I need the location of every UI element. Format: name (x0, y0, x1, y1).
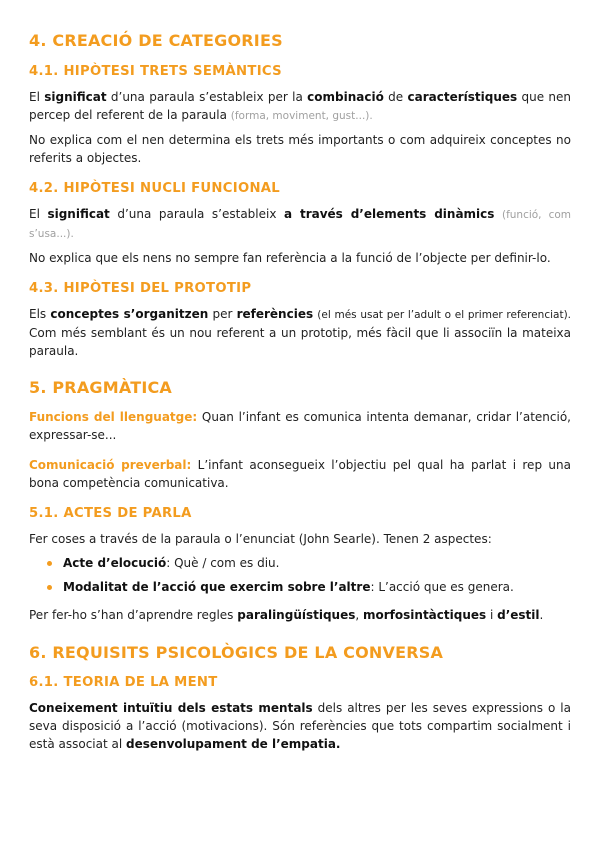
section-4-2-paragraph-2: No explica que els nens no sempre fan referència a la funció de l’objecte per definir-lo. (29, 251, 551, 265)
section-5-paragraph-2: Comunicació preverbal: L’infant aconsegueix l’objectiu pel qual ha parlat i rep una bona competència comunicativa. (29, 458, 571, 490)
section-6-title: 6. REQUISITS PSICOLÒGICS DE LA CONVERSA (29, 643, 444, 662)
section-4-3-title: 4.3. HIPÒTESI DEL PROTOTIP (29, 281, 252, 296)
section-5-1-outro: Per fer-ho s’han d’aprendre regles paralingüístiques, morfosintàctiques i d’estil. (29, 608, 544, 622)
bullet-dot-icon (47, 585, 52, 590)
section-6-1-paragraph-1: Coneixement intuïtiu dels estats mentals dels altres per les seves expressions o la seva disposició a l’acció (motivacions). Són referències que tots compartim socialment i està associat al desenvolupament de l’empatia. (29, 701, 571, 751)
section-5-title: 5. PRAGMÀTICA (29, 378, 172, 397)
section-5-paragraph-1: Funcions del llenguatge: Quan l’infant es comunica intenta demanar, cridar l’atenció, expressar-se... (29, 410, 571, 442)
list-item: Modalitat de l’acció que exercim sobre l’altre: L’acció que es genera. (47, 578, 571, 596)
section-5-1-intro: Fer coses a través de la paraula o l’enunciat (John Searle). Tenen 2 aspectes: (29, 532, 492, 546)
section-6-1-title: 6.1. TEORIA DE LA MENT (29, 675, 218, 690)
list-item: Acte d’elocució: Què / com es diu. (47, 554, 571, 572)
section-4-1-title: 4.1. HIPÒTESI TRETS SEMÀNTICS (29, 64, 282, 79)
bullet-dot-icon (47, 561, 52, 566)
section-4-2-title: 4.2. HIPÒTESI NUCLI FUNCIONAL (29, 181, 281, 196)
section-4-3-paragraph-1: Els conceptes s’organitzen per referències (el més usat per l’adult o el primer referenciat). Com més semblant és un nou referent a un prototip, més fàcil que li associïn la mateixa paraula. (29, 307, 572, 358)
section-4-2-paragraph-1: El significat d’una paraula s’estableix a través d’elements dinàmics (funció, com s’usa...). (29, 207, 571, 240)
section-4-1-paragraph-1: El significat d’una paraula s’estableix per la combinació de característiques que nen percep del referent de la paraula (forma, moviment, gust...). (29, 90, 571, 122)
section-4-title: 4. CREACIÓ DE CATEGORIES (29, 31, 283, 50)
section-5-1-bullet-list (29, 554, 571, 596)
section-5-1-title: 5.1. ACTES DE PARLA (29, 506, 192, 521)
section-4-1-paragraph-2: No explica com el nen determina els trets més importants o com adquireix conceptes no referits a objectes. (29, 133, 571, 165)
